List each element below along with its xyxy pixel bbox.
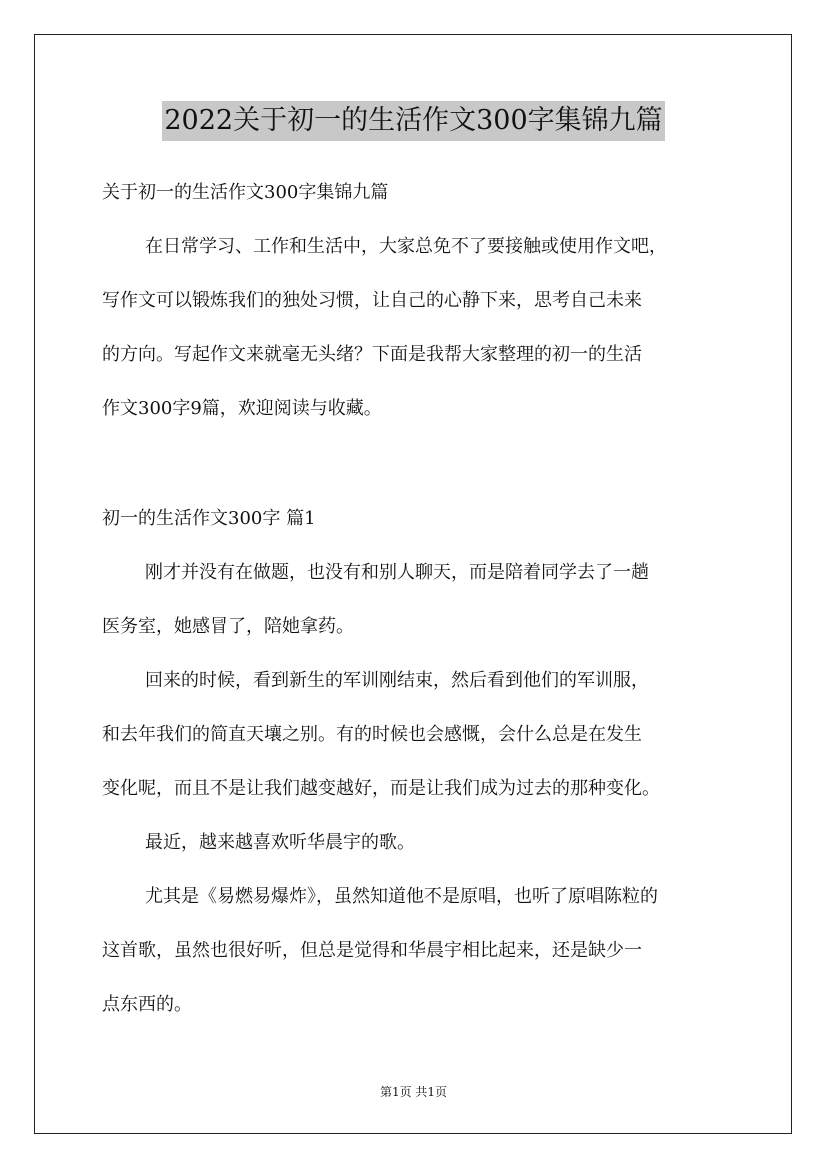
- body-line: 最近，越来越喜欢听华晨宇的歌。: [145, 832, 415, 853]
- body-line: 刚才并没有在做题，也没有和别人聊天，而是陪着同学去了一趟: [145, 562, 649, 583]
- body-line: 变化呢，而且不是让我们越变越好，而是让我们成为过去的那种变化。: [102, 778, 660, 799]
- intro-line: 作文300字9篇，欢迎阅读与收藏。: [102, 398, 382, 419]
- body-line: 这首歌，虽然也很好听，但总是觉得和华晨宇相比起来，还是缺少一: [102, 940, 642, 961]
- intro-line: 的方向。写起作文来就毫无头绪？下面是我帮大家整理的初一的生活: [102, 344, 642, 365]
- body-line: 和去年我们的简直天壤之别。有的时候也会感慨，会什么总是在发生: [102, 724, 642, 745]
- title-container: [0, 101, 827, 141]
- page-footer: 第1页 共1页: [379, 1085, 448, 1099]
- intro-line: 写作文可以锻炼我们的独处习惯，让自己的心静下来，思考自己未来: [102, 290, 642, 311]
- body-line: 点东西的。: [102, 994, 192, 1015]
- document-title: 2022关于初一的生活作文300字集锦九篇: [162, 101, 664, 141]
- subtitle: 关于初一的生活作文300字集锦九篇: [102, 182, 389, 203]
- intro-line: 在日常学习、工作和生活中，大家总免不了要接触或使用作文吧，: [145, 236, 667, 257]
- body-line: 尤其是《易燃易爆炸》，虽然知道他不是原唱，也听了原唱陈粒的: [145, 886, 658, 907]
- body-line: 回来的时候，看到新生的军训刚结束，然后看到他们的军训服，: [145, 670, 649, 691]
- body-line: 医务室，她感冒了，陪她拿药。: [102, 616, 354, 637]
- section-heading: 初一的生活作文300字 篇1: [102, 508, 316, 529]
